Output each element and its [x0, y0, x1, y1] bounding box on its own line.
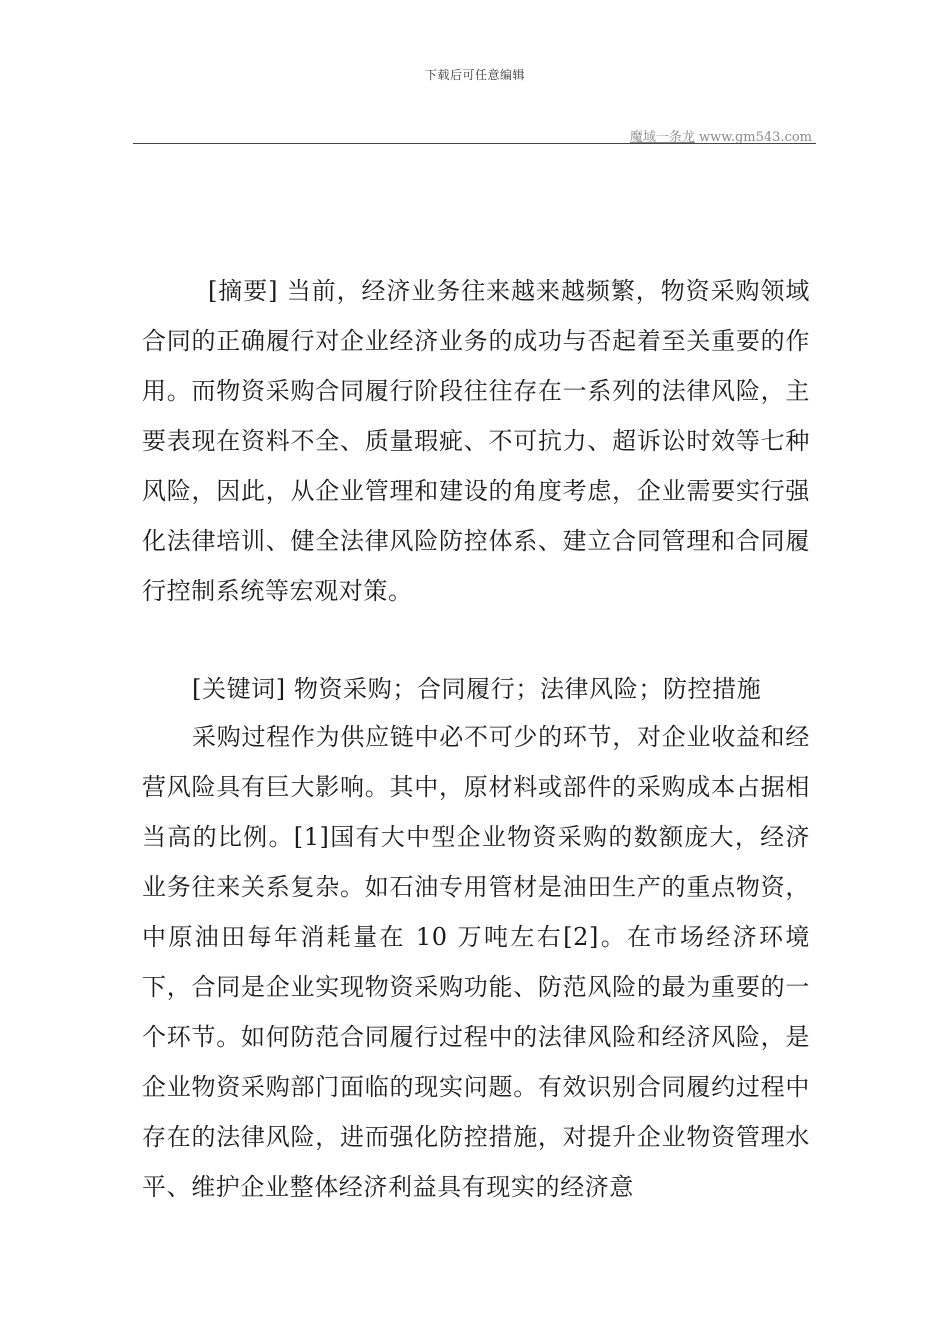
site-url: www.gm543.com	[694, 130, 812, 145]
abstract-paragraph: [摘要] 当前，经济业务往来越来越频繁，物资采购领域合同的正确履行对企业经济业务的成功与否起着至关重要的作用。而物资采购合同履行阶段往往存在一系列的法律风险，主要表现在资料不全、质量瑕疵、不可抗力、超诉讼时效等七种风险，因此，从企业管理和建设的角度考虑，企业需要实行强化法律培训、健全法律风险防控体系、建立合同管理和合同履行控制系统等宏观对策。	[142, 277, 810, 605]
header-divider	[133, 143, 816, 144]
site-name-link[interactable]: 魔域一条龙	[629, 130, 695, 145]
intro-paragraph: 采购过程作为供应链中必不可少的环节，对企业收益和经营风险具有巨大影响。其中，原材料或部件的采购成本占据相当高的比例。[1]国有大中型企业物资采购的数额庞大，经济业务往来关系复杂。如石油专用管材是油田生产的重点物资，中原油田每年消耗量在 10 万吨左右[2]。在市场经济环境下，合同是企业实现物资采购功能、防范风险的最为重要的一个环节。如何防范合同履行过程中的法律风险和经济风险，是企业物资采购部门面临的现实问题。有效识别合同履约过程中存在的法律风险，进而强化防控措施，对提升企业物资管理水平、维护企业整体经济利益具有现实的经济意	[142, 723, 810, 1201]
keywords-paragraph: [关键词] 物资采购；合同履行；法律风险；防控措施	[192, 675, 762, 703]
header-note: 下载后可任意编辑	[424, 68, 525, 82]
